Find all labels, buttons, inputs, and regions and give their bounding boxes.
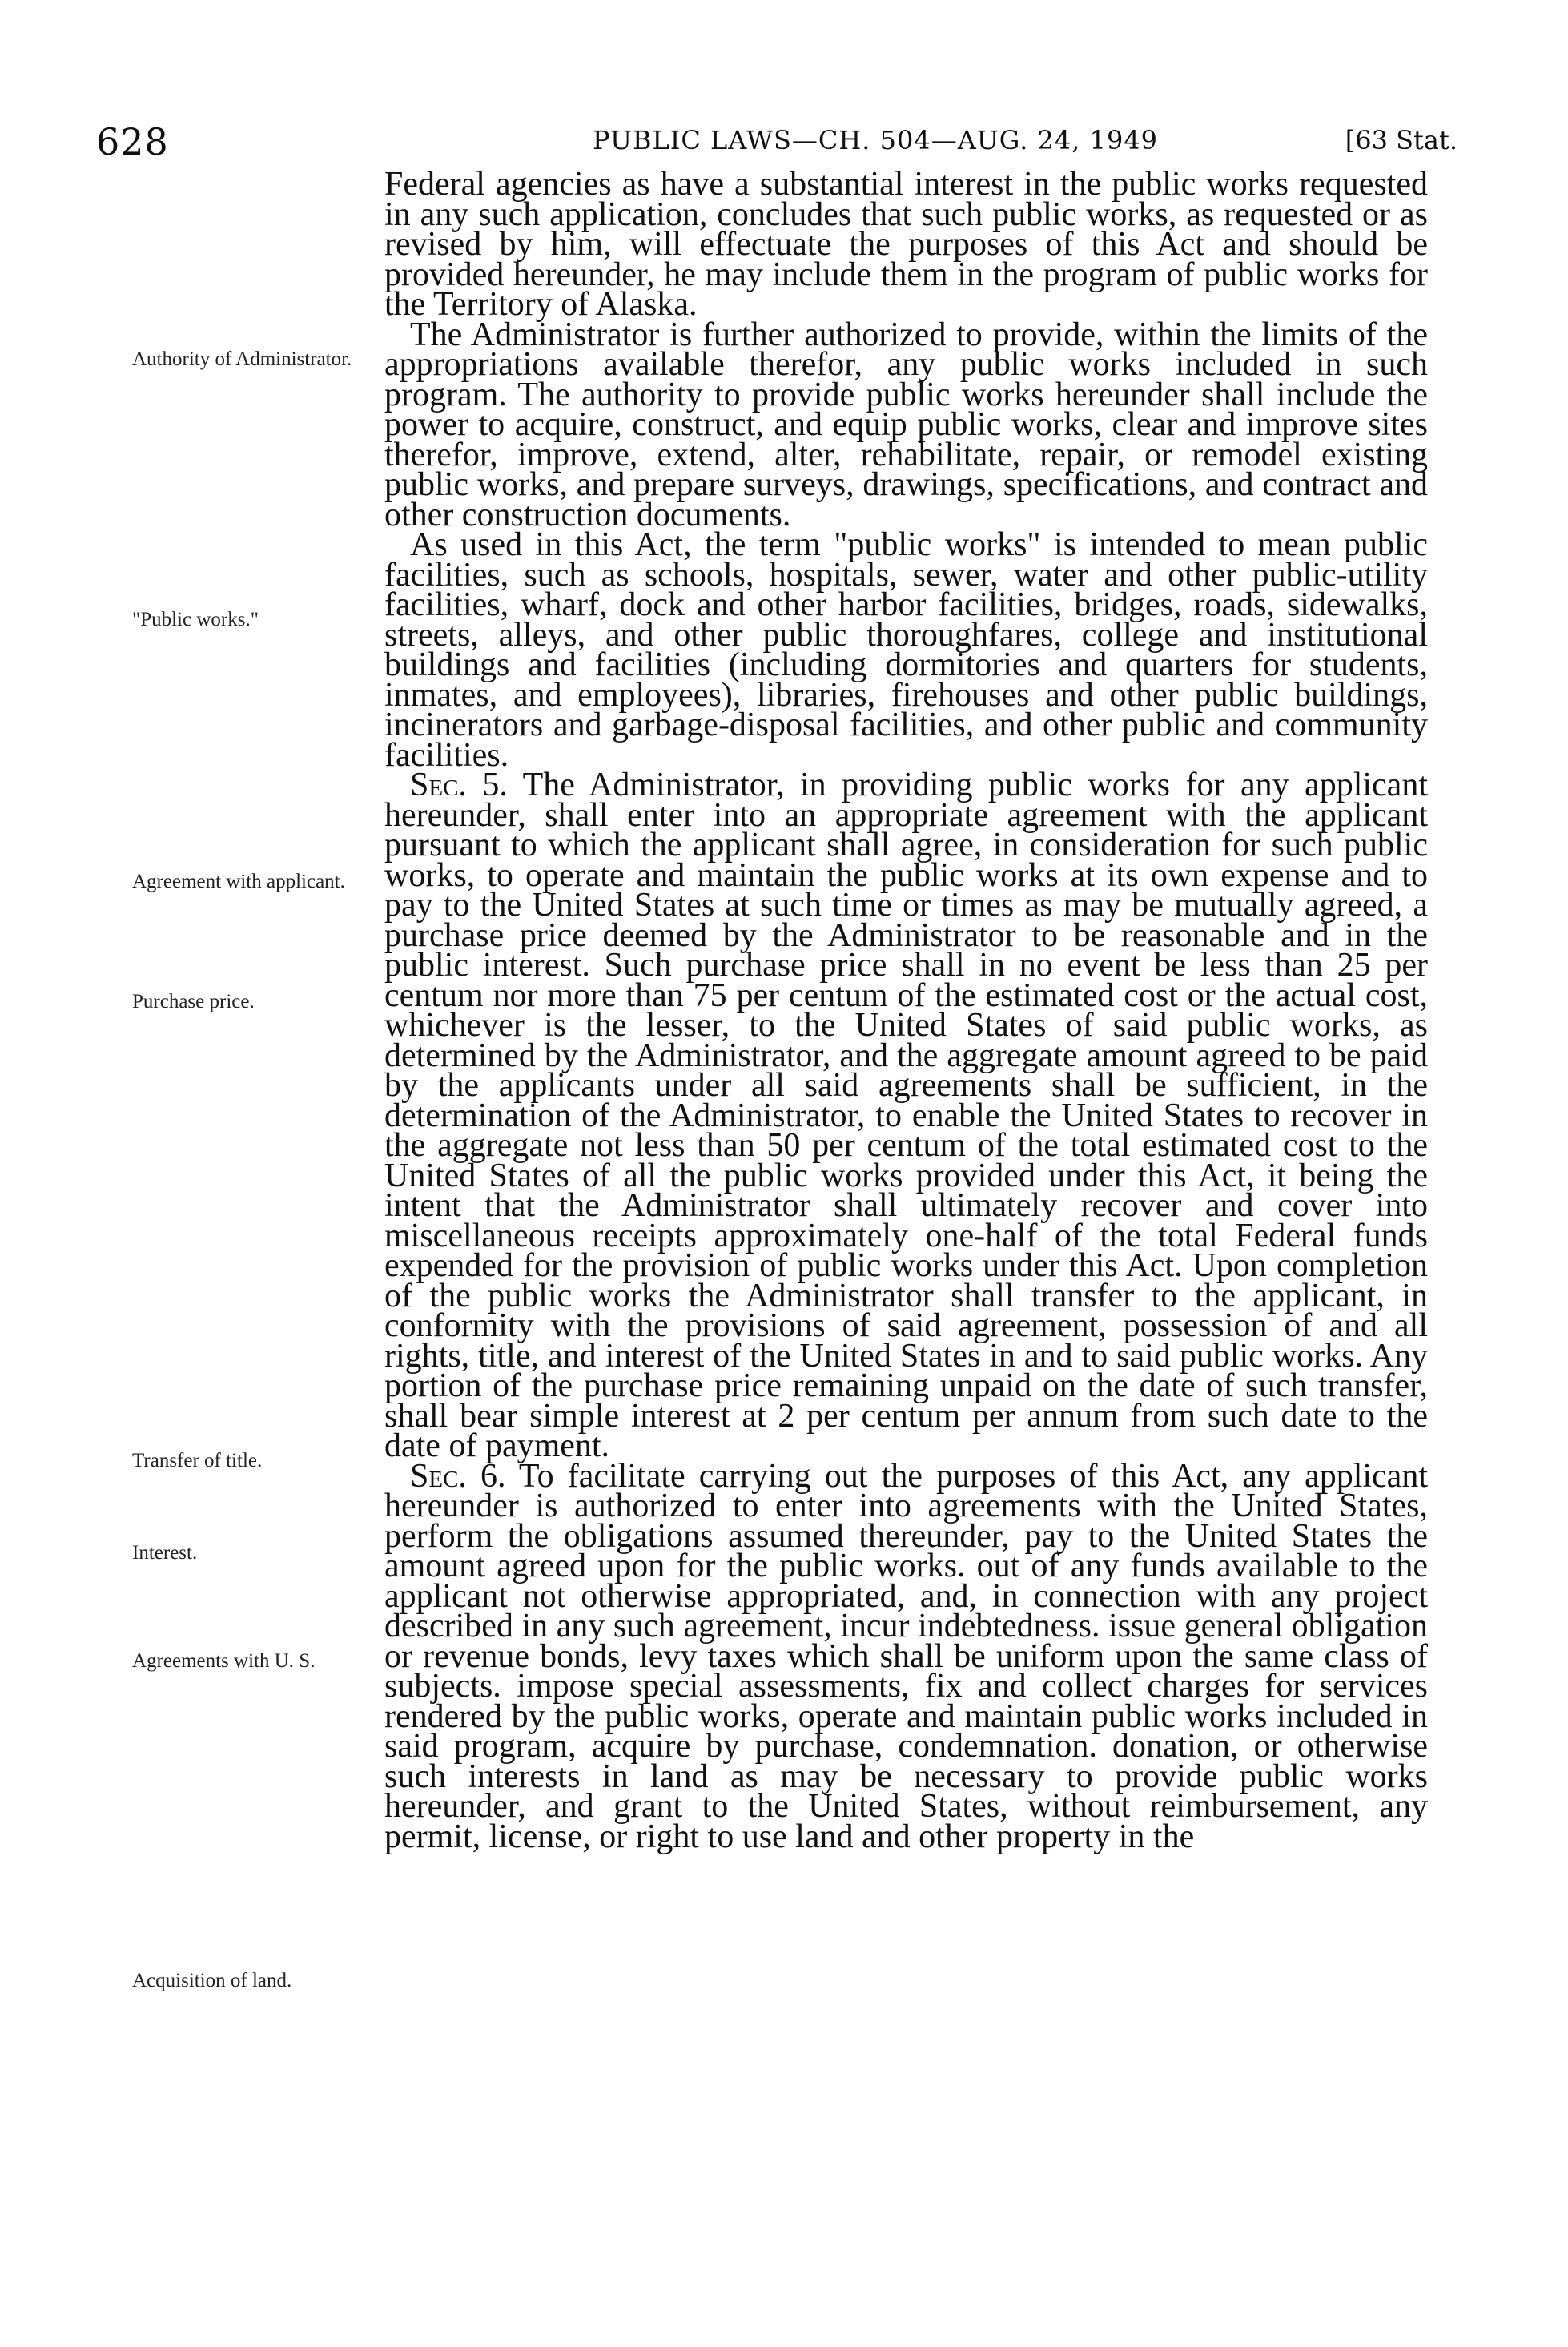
- margin-note-public-works: "Public works.": [132, 609, 259, 630]
- section-5-heading: Sec. 5.: [410, 767, 508, 803]
- volume-reference: [63 Stat.: [1345, 125, 1457, 155]
- section-6-text: To facilitate carrying out the purposes of this Act, any applicant hereunder is authorized to enter into agreements with the United States, perform the obligations assumed thereunder, pay to the United States the amount agreed upon for the public works. out of any funds available to the applicant not otherwise appropriated, and, in connection with any project described in any such agreement, incur indebtedness. issue general obligation or revenue bonds, levy taxes which shall be uniform upon the same class of subjects. impose special assessments, fix and collect charges for services rendered by the public works, operate and maintain public works included in said program, acquire by purchase, condemnation. donation, or otherwise such interests in land as may be necessary to provide public works hereunder, and grant to the United States, without reimbursement, any permit, license, or right to use land and other property in the: [384, 1457, 1428, 1855]
- page-number: 628: [96, 120, 169, 163]
- paragraph-authority: The Administrator is further authorized to provide, within the limits of the appropriations available therefor, any public works included in such program. The authority to provide public works hereunder shall include the power to acquire, construct, and equip public works, clear and improve sites therefor, improve, extend, alter, rehabilitate, repair, or remodel existing public works, and prepare surveys, drawings, specifications, and contract and other construction documents.: [384, 316, 1428, 533]
- running-head: PUBLIC LAWS—CH. 504—AUG. 24, 1949: [593, 125, 1159, 155]
- margin-note-purchase-price: Purchase price.: [132, 991, 255, 1012]
- page-header: [96, 120, 1457, 163]
- paragraph-continuation: Federal agencies as have a substantial interest in the public works requested in any such application, concludes that such public works, as requested or as revised by him, will effectuate the purposes of this Act and should be provided hereunder, he may include them in the program of public works for the Territory of Alaska.: [384, 166, 1428, 323]
- margin-note-transfer-of-title: Transfer of title.: [132, 1450, 263, 1471]
- margin-note-agreement: Agreement with applicant.: [132, 871, 345, 892]
- margin-note-acquisition: Acquisition of land.: [132, 1970, 292, 1991]
- margin-note-authority: Authority of Administrator.: [132, 348, 352, 370]
- margin-note-agreements-us: Agreements with U. S.: [132, 1650, 316, 1672]
- section-6: [384, 1457, 1428, 1855]
- section-6-heading: Sec. 6.: [410, 1457, 506, 1495]
- paragraph-public-works-definition: As used in this Act, the term "public works" is intended to mean public facilities, such as schools, hospitals, sewer, water and other public-utility facilities, wharf, dock and other harbor facilities, bridges, roads, sidewalks, streets, alleys, and other public thoroughfares, college and institutional buildings and facilities (including dormitories and quarters for students, inmates, and employees), libraries, firehouses and other public buildings, incinerators and garbage-disposal facilities, and other public and community facilities.: [384, 526, 1428, 774]
- body-text: [384, 166, 1428, 1855]
- section-5: [384, 767, 1428, 1464]
- margin-note-interest: Interest.: [132, 1542, 198, 1564]
- section-5-text: The Administrator, in providing public works for any applicant hereunder, shall enter into an appropriate agreement with the applicant pursuant to which the applicant shall agree, in consideration for such public works, to operate and maintain the public works at its own expense and to pay to the United States at such time or times as may be mutually agreed, a purchase price deemed by the Administrator to be reasonable and in the public interest. Such purchase price shall in no event be less than 25 per centum nor more than 75 per centum of the estimated cost or the actual cost, whichever is the lesser, to the United States of said public works, as determined by the Administrator, and the aggregate amount agreed to be paid by the applicants under all said agreements shall be sufficient, in the determination of the Administrator, to enable the United States to recover in the aggregate not less than 50 per centum of the total estimated cost to the United States of all the public works provided under this Act, it being the intent that the Administrator shall ultimately recover and cover into miscellaneous receipts approximately one-half of the total Federal funds expended for the provision of public works under this Act. Upon completion of the public works the Administrator shall transfer to the applicant, in conformity with the provisions of said agreement, possession of and all rights, title, and interest of the United States in and to said public works. Any portion of the purchase price remaining unpaid on the date of such transfer, shall bear simple interest at 2 per centum per annum from such date to the date of payment.: [384, 767, 1428, 1464]
